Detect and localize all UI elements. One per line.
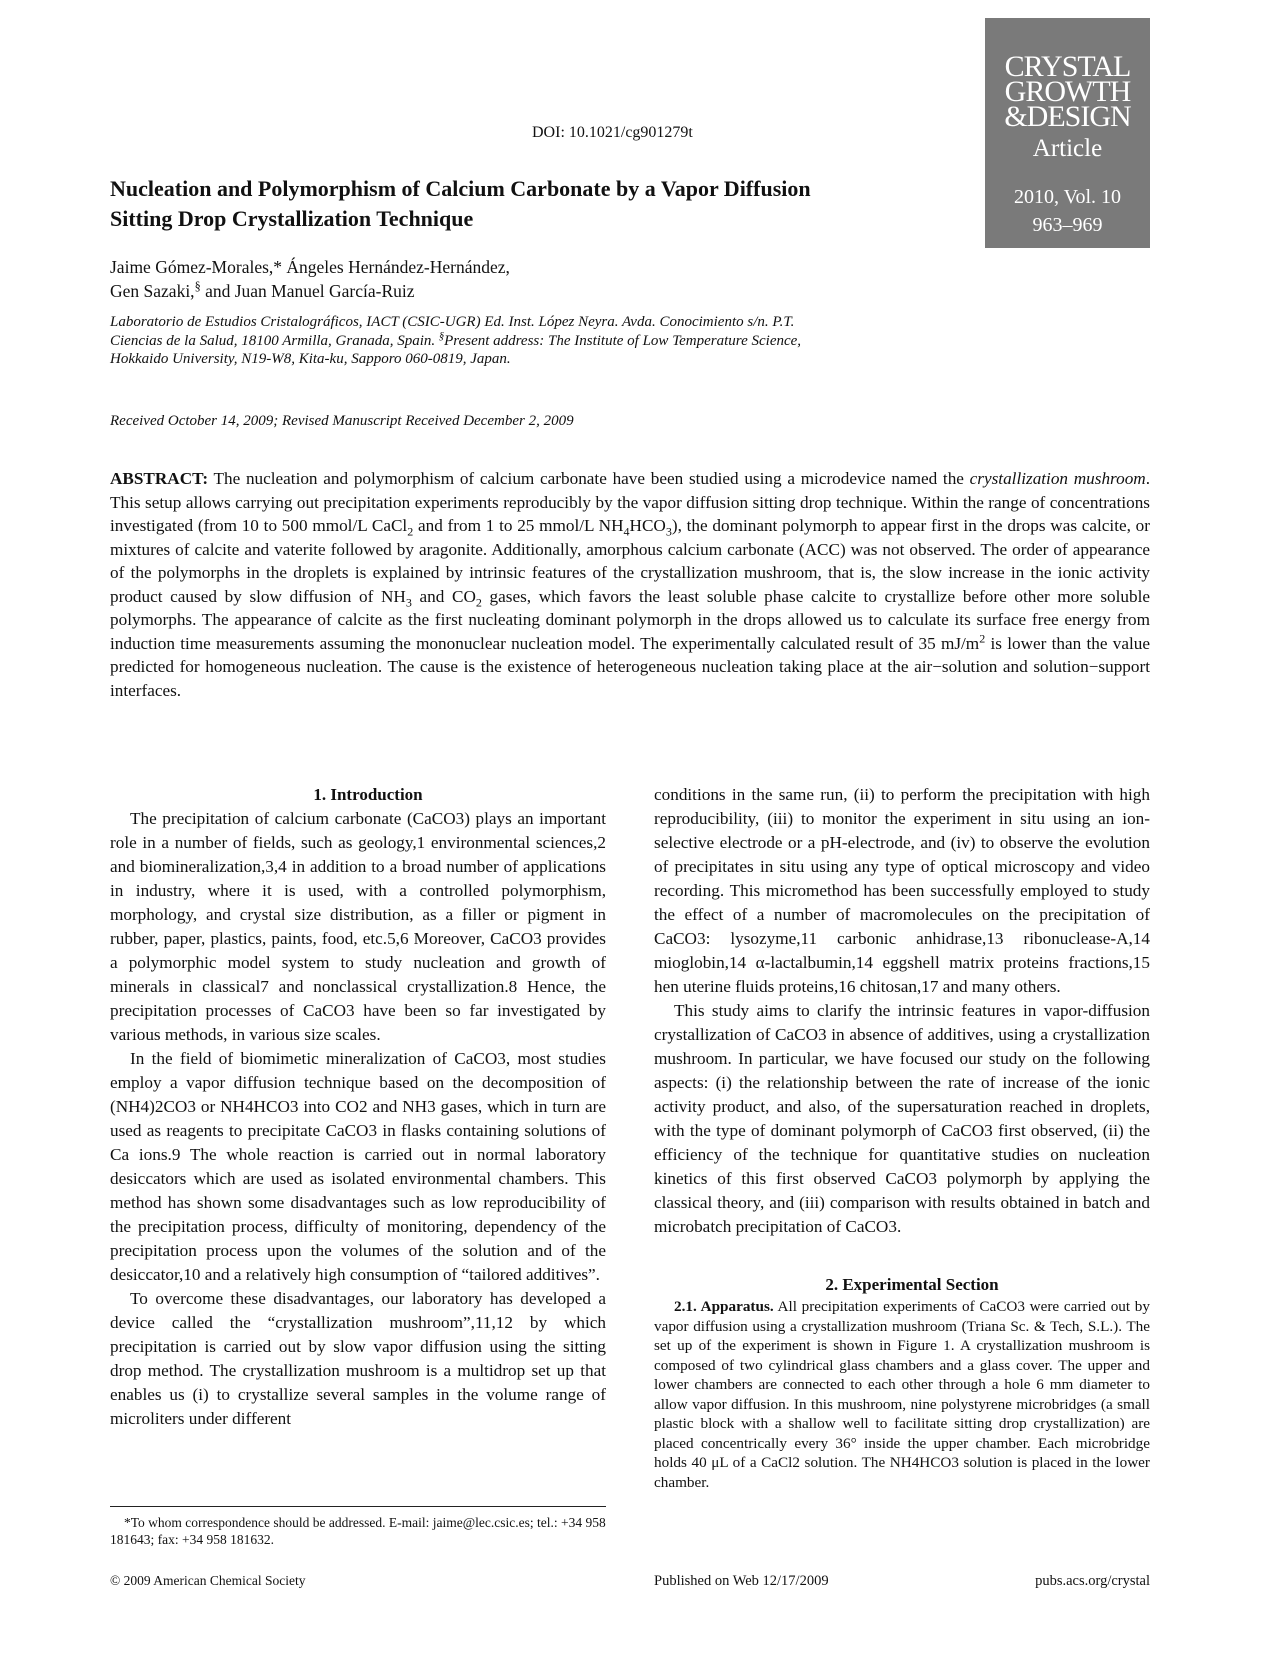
paragraph: To overcome these disadvantages, our laboratory has developed a device called the “crystallization mushroom”,11,12 by which precipitation is carried out by slow vapor diffusion using the sitting drop method. The crystallization mushroom is a multidrop set up that enables us (i) to crystallize several samples in the volume range of microliters under different xyxy=(110,1289,606,1428)
journal-name-line-2: GROWTH xyxy=(1004,75,1131,108)
affiliation-mark: § xyxy=(438,330,445,342)
authors-line-1: Jaime Gómez-Morales,* Ángeles Hernández-Hernández, xyxy=(110,257,510,277)
subscript: 3 xyxy=(665,524,672,539)
abstract-text: . This setup allows carrying out precipitation experiments reproducibly by the vapor diffusion sitting drop technique. Within the range of concentrations investigated (from 10 to 500 mmol/L CaCl xyxy=(110,469,1150,535)
section-heading-experimental: 2. Experimental Section xyxy=(825,1275,999,1294)
paragraph: The precipitation of calcium carbonate (CaCO3) plays an important role in a number of fields, such as geology,1 environmental sciences,2 and biomineralization,3,4 in addition to a broad number of applications in industry, where it is used, with a controlled polymorphism, morphology, and crystal size distribution, as a filler or pigment in rubber, paper, plastics, paints, food, etc.5,6 Moreover, CaCO3 provides a polymorphic model system to study nucleation and growth of minerals in classical7 and nonclassical crystallization.8 Hence, the precipitation processes of CaCO3 have been so far investigated by various methods, in various size scales. xyxy=(110,809,606,1044)
authors-line-2 xyxy=(110,279,830,303)
footnote: *To whom correspondence should be addressed. E-mail: jaime@lec.csic.es; tel.: +34 958 181643; fax: +34 958 181632. xyxy=(110,1515,606,1547)
section-heading-introduction: 1. Introduction xyxy=(313,785,423,804)
copyright: © 2009 American Chemical Society xyxy=(110,1573,306,1588)
journal-name-line-1: CRYSTAL xyxy=(1004,50,1131,83)
abstract-text: The nucleation and polymorphism of calcium carbonate have been studied using a microdevice named the xyxy=(208,469,970,488)
author-name: and Juan Manuel García-Ruiz xyxy=(200,281,415,301)
subscript: 4 xyxy=(623,524,630,539)
abstract-text: gases, which favors the least soluble phase calcite to crystallize before other more soluble polymorphs. The appearance of calcite as the first nucleating dominant polymorph in the drops allowed us to calculate its surface free energy from induction time measurements assuming the mononuclear nucleation model. The experimentally calculated result of 35 mJ/m xyxy=(110,586,1150,653)
pages: 963–969 xyxy=(1032,214,1103,236)
subscript: 2 xyxy=(475,594,482,609)
paper-title: Nucleation and Polymorphism of Calcium Carbonate by a Vapor Diffusion Sitting Drop Crystallization Technique xyxy=(110,176,811,231)
paragraph: In the field of biomimetic mineralization of CaCO3, most studies employ a vapor diffusion technique based on the decomposition of (NH4)2CO3 or NH4HCO3 into CO2 and NH3 gases, which in turn are used as reagents to precipitate CaCO3 in flasks containing solutions of Ca ions.9 The whole reaction is carried out in normal laboratory desiccators which are used as isolated environmental chambers. This method has shown some disadvantages such as low reproducibility of the precipitation process, difficulty of monitoring, dependency of the precipitation process upon the volumes of the solution and of the desiccator,10 and a relatively high consumption of “tailored additives”. xyxy=(110,1049,606,1284)
author-mark: § xyxy=(194,279,201,294)
doi: DOI: 10.1021/cg901279t xyxy=(532,124,693,141)
subscript: 2 xyxy=(407,524,414,539)
abstract-label: ABSTRACT: xyxy=(110,469,209,488)
abstract-text: and from 1 to 25 mmol/L NH xyxy=(413,516,624,535)
published-date: Published on Web 12/17/2009 xyxy=(654,1573,829,1589)
abstract xyxy=(110,467,1150,702)
footnote-divider xyxy=(110,1506,606,1507)
journal-badge xyxy=(985,18,1150,248)
abstract-italic: crystallization mushroom xyxy=(969,469,1146,488)
superscript: 2 xyxy=(979,630,986,645)
abstract-text: HCO xyxy=(629,516,666,535)
subsection-label: 2.1. Apparatus. xyxy=(674,1298,774,1315)
abstract-text: ), the dominant polymorph to appear first in the drops was calcite, or mixtures of calcite and vaterite followed by aragonite. Additionally, amorphous calcium carbonate (ACC) was not observed. The order of appearance of the polymorphs in the droplets is explained by intrinsic features of the crystallization mushroom, that is, the slow increase in the ionic activity product caused by slow diffusion of NH xyxy=(110,516,1150,606)
subscript: 3 xyxy=(405,594,412,609)
volume-info xyxy=(985,183,1150,239)
affiliation xyxy=(110,313,850,369)
author-name: Gen Sazaki, xyxy=(110,281,195,301)
abstract-text: is lower than the value predicted for homogeneous nucleation. The cause is the existence of heterogeneous nucleation taking place at the air−solution and solution−support interfaces. xyxy=(110,633,1150,700)
affiliation-text: Laboratorio de Estudios Cristalográficos, IACT (CSIC-UGR) Ed. Inst. López Neyra. Avda. Conocimiento s/n. P.T. Ciencias de la Salud, 18100 Armilla, Granada, Spain. xyxy=(110,314,795,349)
apparatus-text: All precipitation experiments of CaCO3 were carried out by vapor diffusion using a crystallization mushroom (Triana Sc. & Tech, S.L.). The set up of the experiment is shown in Figure 1. A crystallization mushroom is composed of two cylindrical glass chambers and a glass cover. The upper and lower chambers are connected to each other through a hole 6 mm diameter to allow vapor diffusion. In this mushroom, nine polystyrene microbridges (a small plastic block with a shallow well to facilitate sitting drop crystallization) are placed concentrically every 36° inside the upper chamber. Each microbridge holds 40 μL of a CaCl2 solution. The NH4HCO3 solution is placed in the lower chamber. xyxy=(654,1298,1150,1491)
article-type: Article xyxy=(1032,135,1103,162)
journal-name-line-3: &DESIGN xyxy=(1004,100,1131,133)
journal-name xyxy=(985,50,1150,133)
paragraph: conditions in the same run, (ii) to perform the precipitation with high reproducibility, (iii) to monitor the experiment in situ using an ion-selective electrode or a pH-electrode, and (iv) to observe the evolution of precipitates in situ using any type of optical microscopy and video recording. This micromethod has been successfully employed to study the effect of a number of macromolecules on the precipitation of CaCO3: lysozyme,11 carbonic anhidrase,13 ribonuclease-A,14 mioglobin,14 α-lactalbumin,14 eggshell matrix proteins fractions,15 hen uterine fluids proteins,16 chitosan,17 and many others. xyxy=(654,785,1150,996)
journal-url: pubs.acs.org/crystal xyxy=(1035,1573,1150,1589)
right-column xyxy=(654,783,1150,1492)
present-address: Present address: The Institute of Low Temperature Science, Hokkaido University, N19-W8, Kita-ku, Sapporo 060-0819, Japan. xyxy=(110,332,802,367)
left-column xyxy=(110,783,606,1431)
authors xyxy=(110,255,830,303)
volume: 2010, Vol. 10 xyxy=(1013,186,1122,208)
apparatus-paragraph xyxy=(654,1297,1150,1492)
paragraph: This study aims to clarify the intrinsic features in vapor-diffusion crystallization of CaCO3 in absence of additives, using a crystallization mushroom. In particular, we have focused our study on the following aspects: (i) the relationship between the rate of increase of the ionic activity product, and also, of the supersaturation reached in droplets, with the type of dominant polymorph of CaCO3 first observed, (ii) the efficiency of the technique for quantitative studies on nucleation kinetics of this first observed CaCO3 polymorph by applying the classical theory, and (iii) comparison with results obtained in batch and microbatch precipitation of CaCO3. xyxy=(654,1001,1150,1236)
received-dates: Received October 14, 2009; Revised Manuscript Received December 2, 2009 xyxy=(110,413,574,429)
abstract-text: and CO xyxy=(411,586,476,606)
